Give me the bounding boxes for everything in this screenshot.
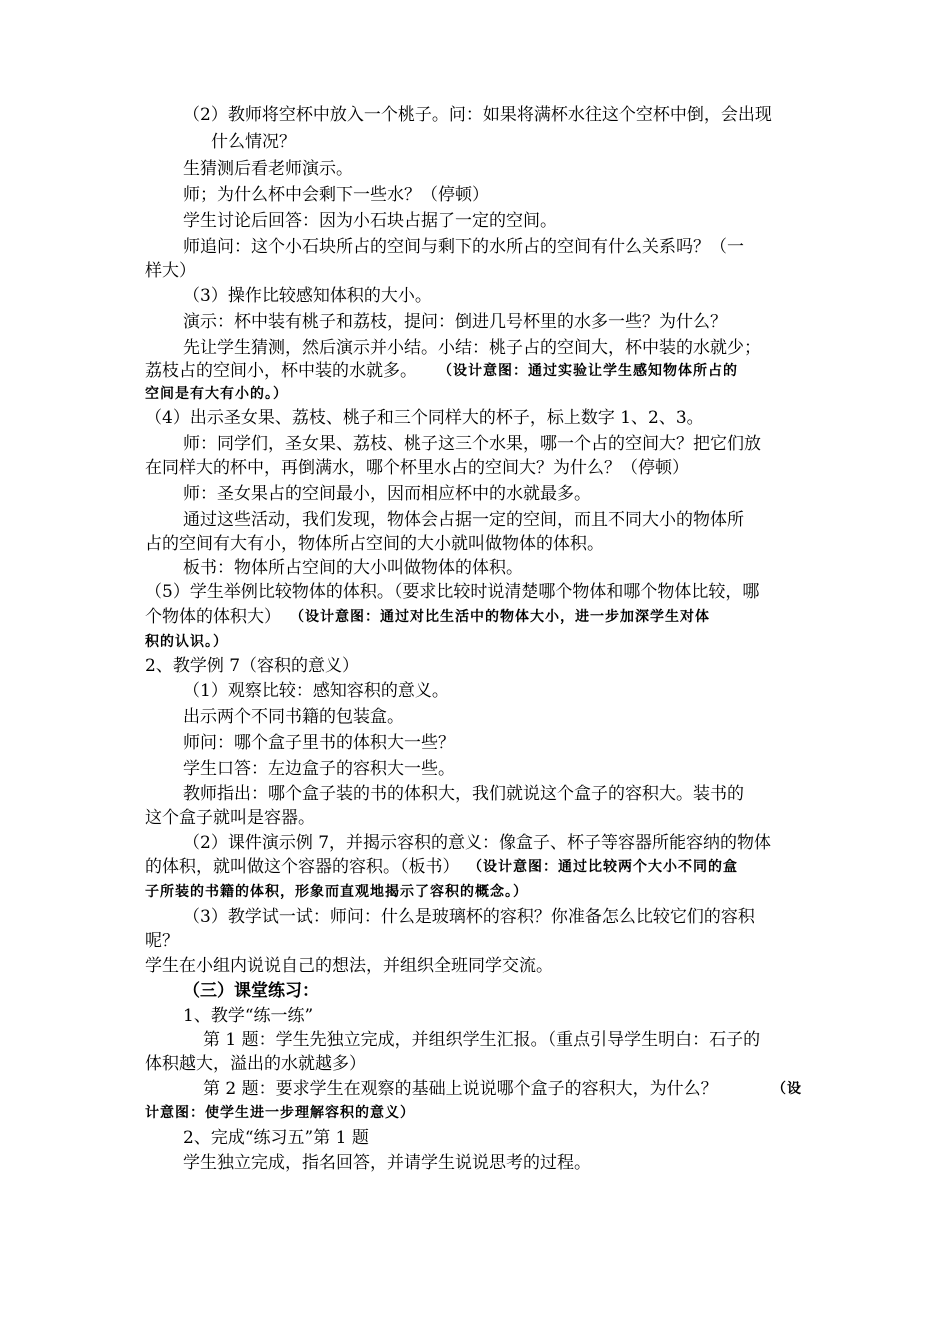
text-line: （5）学生举例比较物体的体积。（要求比较时说清楚哪个物体和哪个物体比较，哪 [145,582,760,602]
text-line: （3）教学试一试：师问：什么是玻璃杯的容积？你准备怎么比较它们的容积 [183,907,755,927]
design-intent-note: 空间是有大有小的。） [145,386,288,402]
text-line: 师追问：这个小石块所占的空间与剩下的水所占的空间有什么关系吗？（一 [183,237,744,257]
section-heading: 2、教学例 7（容积的意义） [145,656,360,676]
text-line: （4）出示圣女果、荔枝、桃子和三个同样大的杯子，标上数字 1、2、3。 [145,408,704,428]
design-intent-note: （设 [772,1081,802,1097]
design-intent-note: （设计意图：通过实验让学生感知物体所占的 [438,363,738,379]
text-line: 的体积，就叫做这个容器的容积。（板书） [145,857,460,877]
design-intent-note: 计意图：使学生进一步理解容积的意义） [145,1105,415,1121]
text-line: 师：同学们，圣女果、荔枝、桃子这三个水果，哪一个占的空间大？把它们放 [183,434,761,454]
text-line: （2）教师将空杯中放入一个桃子。问：如果将满杯水往这个空杯中倒，会出现 [183,105,772,125]
text-line: 个物体的体积大） [145,607,281,627]
text-line: 1、教学“练一练” [183,1006,314,1026]
text-line: 师问：哪个盒子里书的体积大一些？ [183,733,455,753]
text-line: 学生在小组内说说自己的想法，并组织全班同学交流。 [145,956,553,976]
text-line: 占的空间有大有小，物体所占空间的大小就叫做物体的体积。 [145,534,604,554]
text-line: （2）课件演示例 7，并揭示容积的意义：像盒子、杯子等容器所能容纳的物体 [183,833,772,853]
design-intent-note: （设计意图：通过比较两个大小不同的盒 [468,859,738,875]
text-line: 学生独立完成，指名回答，并请学生说说思考的过程。 [183,1153,591,1173]
text-line: 第 1 题：学生先独立完成，并组织学生汇报。（重点引导学生明白：石子的 [203,1030,761,1050]
text-line: 2、完成“练习五”第 1 题 [183,1128,369,1148]
design-intent-note: 积的认识。） [145,634,228,650]
text-line: 第 2 题：要求学生在观察的基础上说说哪个盒子的容积大，为什么？ [203,1079,718,1099]
text-line: 学生讨论后回答：因为小石块占据了一定的空间。 [183,211,557,231]
section-heading: （三）课堂练习： [183,981,319,1001]
text-line: 什么情况？ [211,132,296,152]
text-line: 这个盒子就叫是容器。 [145,808,315,828]
design-intent-note: （设计意图：通过对比生活中的物体大小，进一步加深学生对体 [290,609,710,625]
text-line: 师；为什么杯中会剩下一些水？（停顿） [183,185,489,205]
text-line: 教师指出：哪个盒子装的书的体积大，我们就说这个盒子的容积大。装书的 [183,784,744,804]
text-line: 板书：物体所占空间的大小叫做物体的体积。 [183,558,523,578]
text-line: 师：圣女果占的空间最小，因而相应杯中的水就最多。 [183,484,591,504]
text-line: （3）操作比较感知体积的大小。 [183,286,432,306]
text-line: 呢？ [145,931,179,951]
text-line: （1）观察比较：感知容积的意义。 [183,681,449,701]
text-line: 生猜测后看老师演示。 [183,159,353,179]
text-line: 先让学生猜测，然后演示并小结。小结：桃子占的空间大，杯中装的水就少； [183,338,761,358]
design-intent-note: 子所装的书籍的体积，形象而直观地揭示了容积的概念。） [145,884,528,900]
text-line: 出示两个不同书籍的包装盒。 [183,707,404,727]
text-line: 荔枝占的空间小，杯中装的水就多。 [145,361,417,381]
text-line: 学生口答：左边盒子的容积大一些。 [183,759,455,779]
text-line: 在同样大的杯中，再倒满水，哪个杯里水占的空间大？为什么？（停顿） [145,458,689,478]
text-line: 通过这些活动，我们发现，物体会占据一定的空间，而且不同大小的物体所 [183,510,744,530]
text-line: 样大） [145,261,196,281]
text-line: 演示：杯中装有桃子和荔枝，提问：倒进几号杯里的水多一些？为什么？ [183,312,727,332]
text-line: 体积越大，溢出的水就越多） [145,1054,366,1074]
